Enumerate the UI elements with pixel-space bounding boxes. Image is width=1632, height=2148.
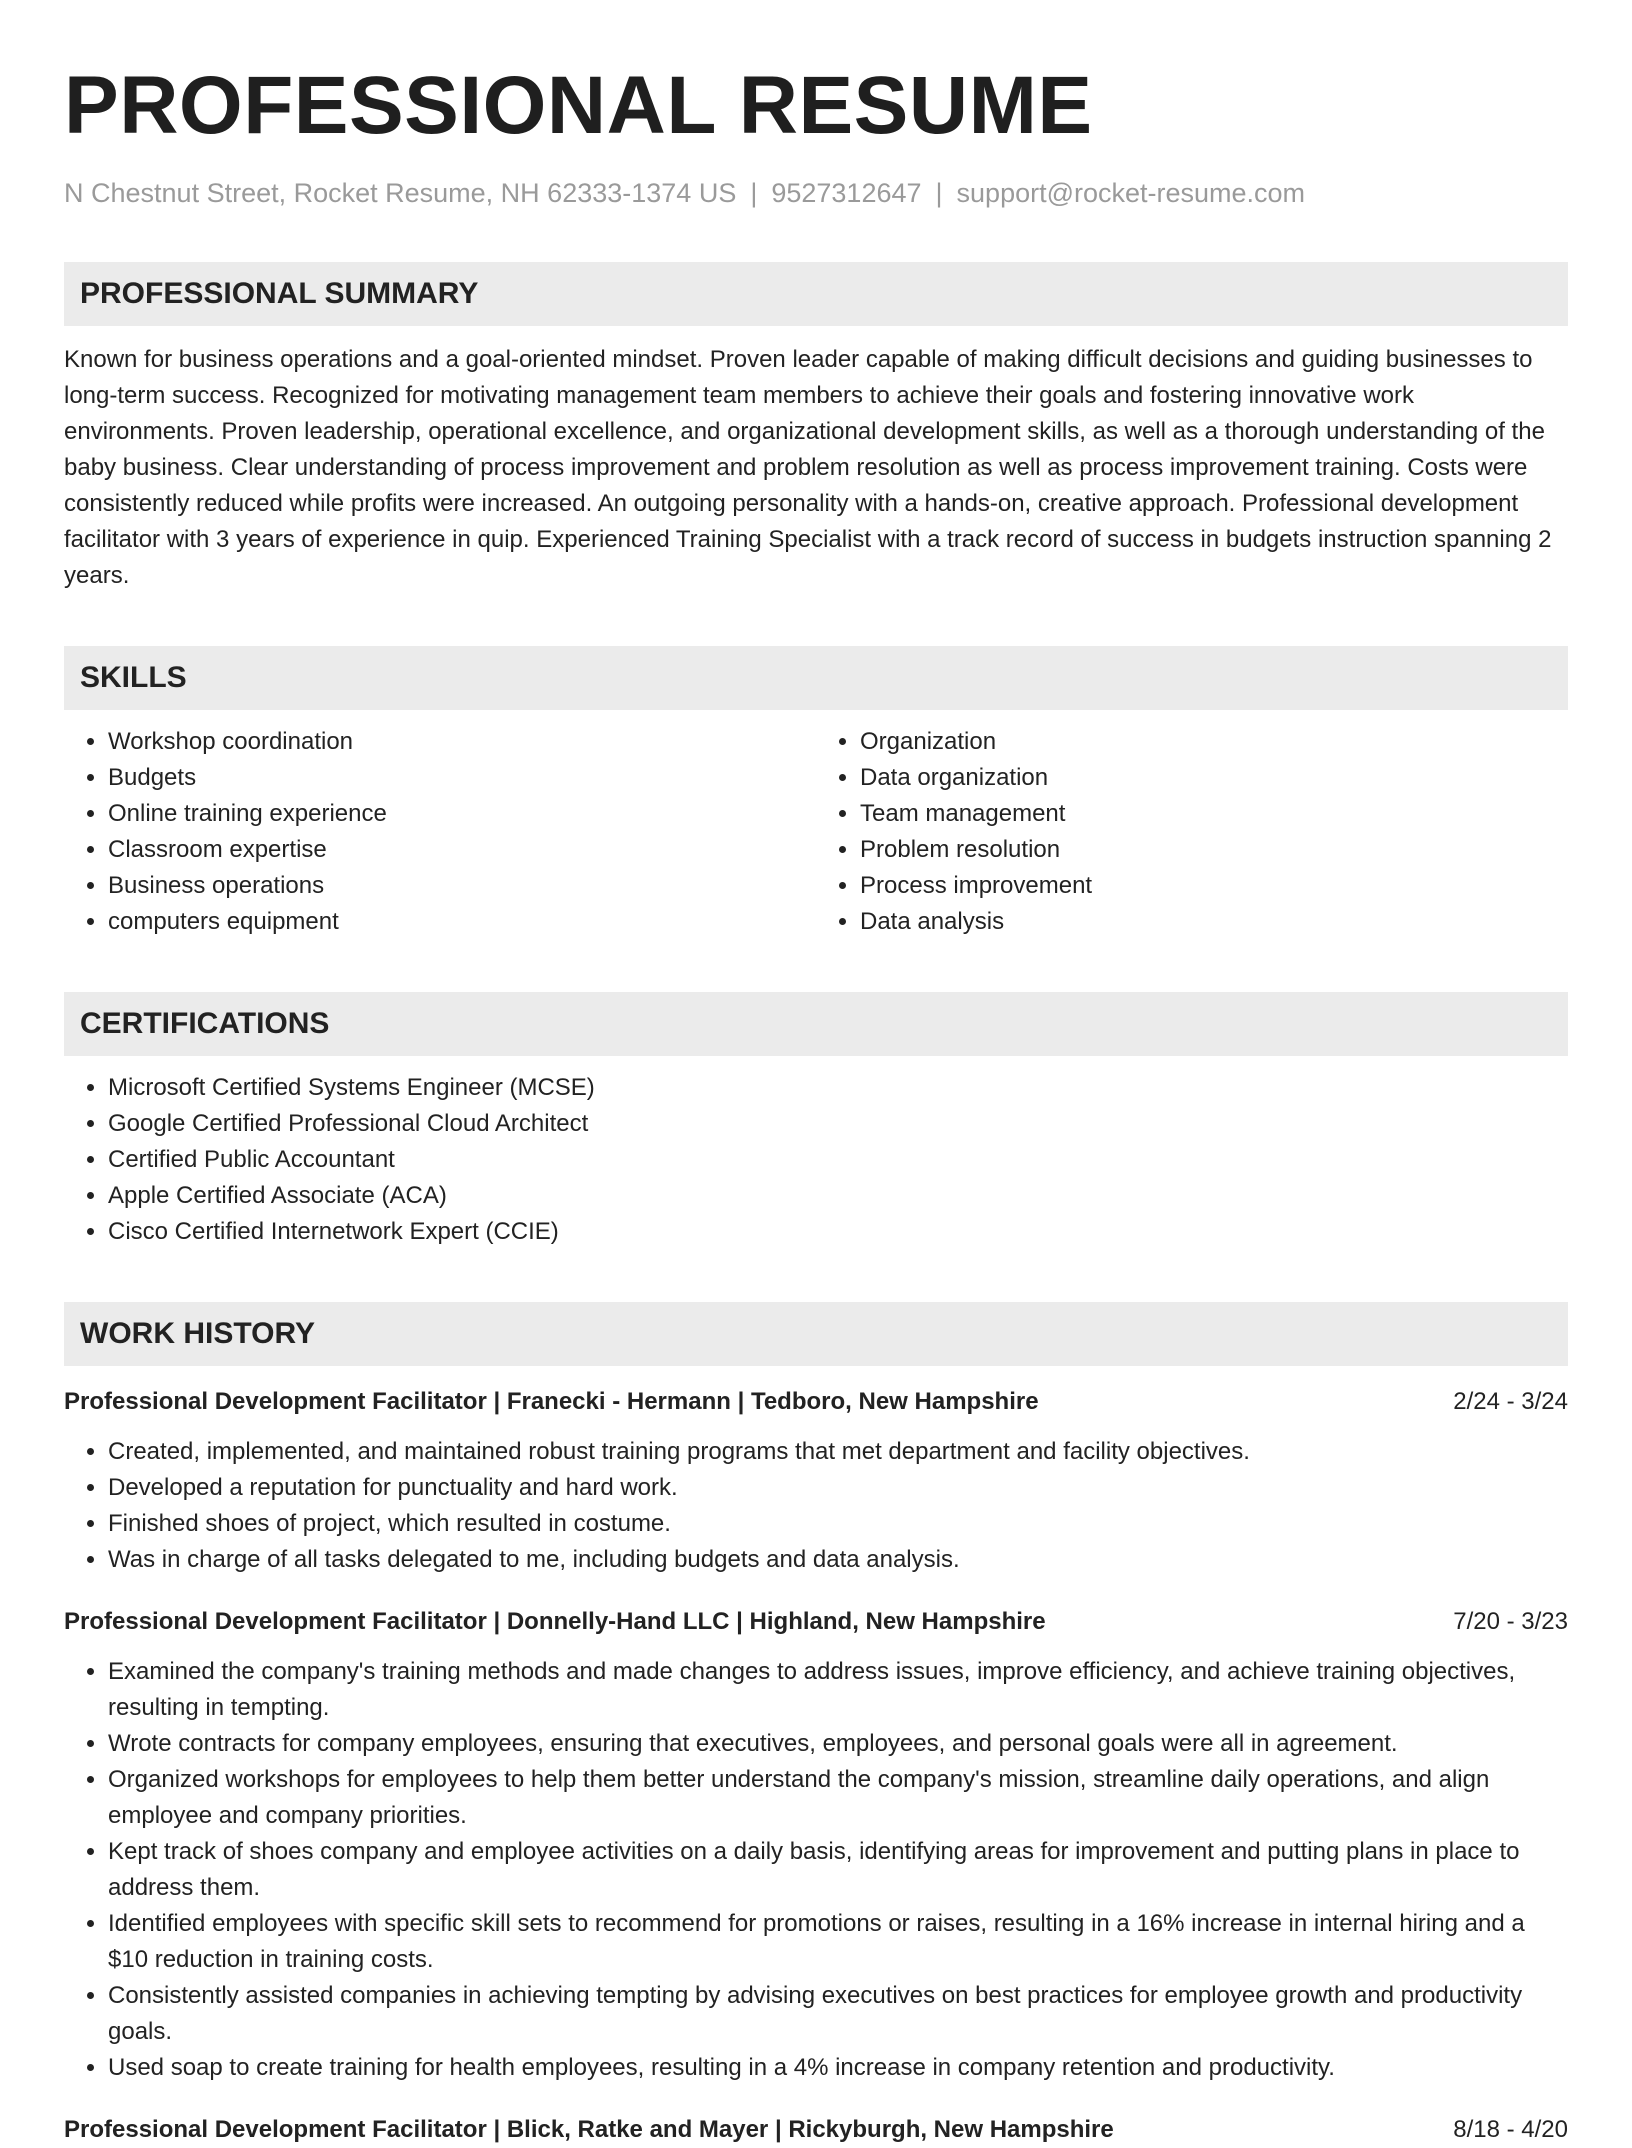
certification-item: • Certified Public Accountant [108,1142,1568,1178]
skills-right-list [816,724,1568,940]
job-dates: 7/20 - 3/23 [1453,1608,1568,1635]
job-duty: • Developed a reputation for punctuality and hard work. [108,1470,1568,1506]
summary-text: Known for business operations and a goal-oriented mindset. Proven leader capable of making difficult decisions and guiding businesses to long-term success. Recognized for motivating management team members to achieve their goals and fostering innovative work environments. Proven leadership, operational excellence, and organizational development skills, as well as a thorough understanding of the baby business. Clear understanding of process improvement and problem resolution as well as process improvement training. Costs were consistently reduced while profits were increased. An outgoing personality with a hands-on, creative approach. Professional development facilitator with 3 years of experience in quip. Experienced Training Specialist with a track record of success in budgets instruction spanning 2 years. [64,346,1552,589]
skill-item: • Business operations [108,868,816,904]
skills-left-list [64,724,816,940]
skills-heading: SKILLS [64,646,1568,710]
job-duties-list [64,1434,1568,1578]
contact-separator: | [750,178,758,208]
skill-item: • computers equipment [108,904,816,940]
summary-heading: PROFESSIONAL SUMMARY [64,262,1568,326]
job-duty: • Organized workshops for employees to help them better understand the company's mission, streamline daily operations, and align employee and company priorities. [108,1762,1568,1834]
skill-item: • Workshop coordination [108,724,816,760]
contact-separator: | [935,178,943,208]
contact-phone: 9527312647 [771,178,922,208]
certification-item: • Cisco Certified Internetwork Expert (CCIE) [108,1214,1568,1250]
job-entry [64,1384,1568,1578]
skill-item: • Budgets [108,760,816,796]
contact-address: N Chestnut Street, Rocket Resume, NH 62333-1374 US [64,178,737,208]
certifications-heading: CERTIFICATIONS [64,992,1568,1056]
certification-item: • Google Certified Professional Cloud Architect [108,1106,1568,1142]
job-duties-list [64,1654,1568,2086]
job-duty: • Wrote contracts for company employees, ensuring that executives, employees, and personal goals were all in agreement. [108,1726,1568,1762]
resume-page [64,56,1568,2148]
job-entry [64,1604,1568,2086]
job-dates: 8/18 - 4/20 [1453,2116,1568,2143]
skill-item: • Process improvement [860,868,1568,904]
job-entry [64,2112,1568,2148]
job-title: Professional Development Facilitator | Blick, Ratke and Mayer | Rickyburgh, New Hampshire [64,2116,1114,2143]
job-duty: • Was in charge of all tasks delegated to me, including budgets and data analysis. [108,1542,1568,1578]
job-header [64,2112,1568,2148]
skill-item: • Problem resolution [860,832,1568,868]
job-header [64,1604,1568,1640]
job-duty: • Consistently assisted companies in achieving tempting by advising executives on best practices for employee growth and productivity goals. [108,1978,1568,2050]
certification-item: • Microsoft Certified Systems Engineer (MCSE) [108,1070,1568,1106]
job-title: Professional Development Facilitator | Franecki - Hermann | Tedboro, New Hampshire [64,1388,1039,1415]
certification-item: • Apple Certified Associate (ACA) [108,1178,1568,1214]
job-duty: • Identified employees with specific skill sets to recommend for promotions or raises, resulting in a 16% increase in internal hiring and a $10 reduction in training costs. [108,1906,1568,1978]
resume-title: PROFESSIONAL RESUME [64,60,1093,151]
skill-item: • Data organization [860,760,1568,796]
contact-line [64,176,1568,210]
job-title: Professional Development Facilitator | Donnelly-Hand LLC | Highland, New Hampshire [64,1608,1046,1635]
skill-item: • Organization [860,724,1568,760]
skill-item: • Online training experience [108,796,816,832]
contact-email: support@rocket-resume.com [956,178,1306,208]
job-duty: • Used soap to create training for health employees, resulting in a 4% increase in company retention and productivity. [108,2050,1568,2086]
certifications-list [64,1070,1568,1250]
skills-columns [64,724,1568,940]
job-duty: • Created, implemented, and maintained robust training programs that met department and facility objectives. [108,1434,1568,1470]
skill-item: • Team management [860,796,1568,832]
job-duty: • Kept track of shoes company and employee activities on a daily basis, identifying areas for improvement and putting plans in place to address them. [108,1834,1568,1906]
job-header [64,1384,1568,1420]
skill-item: • Classroom expertise [108,832,816,868]
work-history-heading: WORK HISTORY [64,1302,1568,1366]
job-dates: 2/24 - 3/24 [1453,1388,1568,1415]
job-duty: • Examined the company's training methods and made changes to address issues, improve efficiency, and achieve training objectives, resulting in tempting. [108,1654,1568,1726]
skill-item: • Data analysis [860,904,1568,940]
job-duty: • Finished shoes of project, which resulted in costume. [108,1506,1568,1542]
